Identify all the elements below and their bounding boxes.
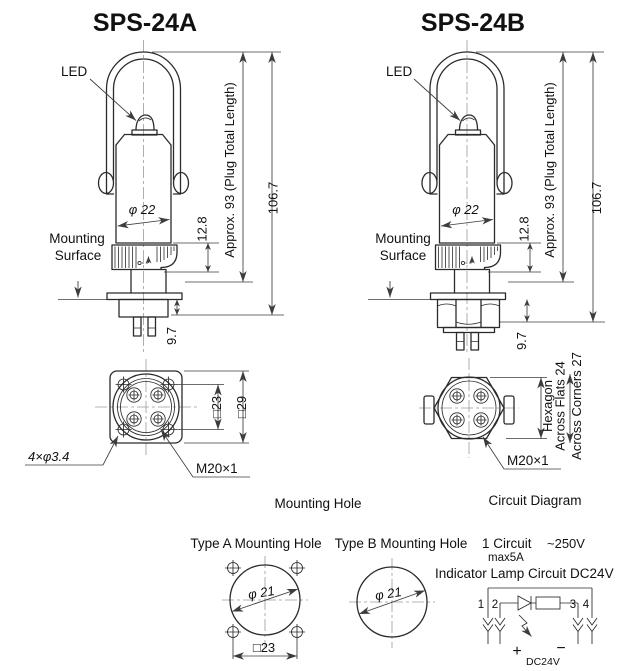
dim-9-7: 9.7: [514, 331, 529, 351]
washer: [444, 328, 495, 333]
dim-9-7: 9.7: [164, 326, 179, 346]
polarity-plus: +: [512, 643, 522, 660]
mounting-surface-label-2: Surface: [379, 248, 427, 263]
mounting-surface-label-2: Surface: [54, 248, 102, 263]
rating-circuits: 1 Circuit: [482, 536, 532, 551]
hexagon-label-2: Across Flats 24: [552, 361, 568, 451]
dim-plug-total: Approx. 93 (Plug Total Length): [222, 82, 237, 258]
indicator-circuit: [435, 536, 614, 668]
mounting-surface-label-1: Mounting: [49, 231, 105, 246]
led-emission-arrow: [519, 615, 532, 637]
thread-label: M20×1: [196, 461, 238, 476]
dia-22-label: φ 22: [128, 202, 156, 217]
type-a-title: Type A Mounting Hole: [190, 536, 322, 551]
side-tab: [424, 396, 434, 424]
diode-symbol: [518, 596, 536, 610]
lamp-circuit-title: Indicator Lamp Circuit DC24V: [435, 566, 614, 581]
polarity-minus: −: [556, 640, 566, 657]
led-label: LED: [386, 64, 413, 79]
type-b-title: Type B Mounting Hole: [334, 536, 468, 551]
dia-22-label: φ 22: [452, 202, 479, 217]
contact-symbols: [483, 618, 597, 644]
rating-current: max5A: [488, 552, 524, 564]
dim-sq-23: □23: [252, 640, 276, 655]
dim-sq-23: □23: [209, 395, 224, 419]
mounting-flange: [107, 293, 182, 300]
sps24b-dimensions: [476, 52, 605, 350]
dim-106-7: 106.7: [589, 181, 604, 215]
dim-12-8: 12.8: [194, 216, 210, 242]
dia-21-label: φ 21: [374, 584, 403, 604]
mounting-flange: [431, 293, 506, 300]
rating-voltage: ~250V: [547, 536, 585, 551]
holes-count-label: 4×φ3.4: [28, 449, 70, 464]
hexagon-label-1: Hexagon: [540, 379, 555, 433]
side-tab: [504, 396, 514, 424]
knurled-ring: [436, 245, 501, 270]
dim-12-8: 12.8: [516, 216, 532, 242]
led-dome: [136, 115, 154, 130]
supply-label: DC24V: [526, 656, 560, 668]
terminal-4: 4: [582, 599, 590, 611]
terminal-3: 3: [569, 599, 577, 611]
sps24a-front-view: [49, 9, 197, 352]
type-a-mounting-hole: [190, 536, 321, 659]
dim-plug-total: Approx. 93 (Plug Total Length): [542, 82, 557, 258]
sps24b-front-view: [368, 9, 525, 352]
terminal-1: 1: [477, 599, 485, 611]
mounting-hole-caption: Mounting Hole: [274, 496, 362, 511]
sps24a-title: SPS-24A: [92, 9, 198, 37]
terminal-2: 2: [491, 599, 499, 611]
dim-sq-29: □29: [234, 395, 249, 419]
dim-106-7: 106.7: [265, 181, 281, 215]
sps24a-dimensions: [152, 52, 284, 345]
across-corners-label: Across Corners 27: [569, 352, 584, 460]
sps24a-bottom-view: [25, 359, 250, 477]
type-b-mounting-hole: [335, 536, 468, 648]
hex-nut: [438, 300, 500, 328]
sps24b-bottom-view: [419, 352, 584, 469]
sps24b-title: SPS-24B: [420, 9, 526, 37]
mounting-surface-label-1: Mounting: [375, 231, 431, 246]
led-label: LED: [61, 64, 88, 79]
led-dome: [460, 115, 478, 130]
dia-21-label: φ 21: [247, 583, 276, 603]
pin: [134, 317, 142, 336]
pin: [148, 317, 156, 336]
thread-label: M20×1: [507, 453, 549, 468]
circuit-diagram-caption: Circuit Diagram: [488, 493, 582, 508]
knurled-ring: [112, 245, 177, 270]
resistor-symbol: [536, 597, 560, 609]
